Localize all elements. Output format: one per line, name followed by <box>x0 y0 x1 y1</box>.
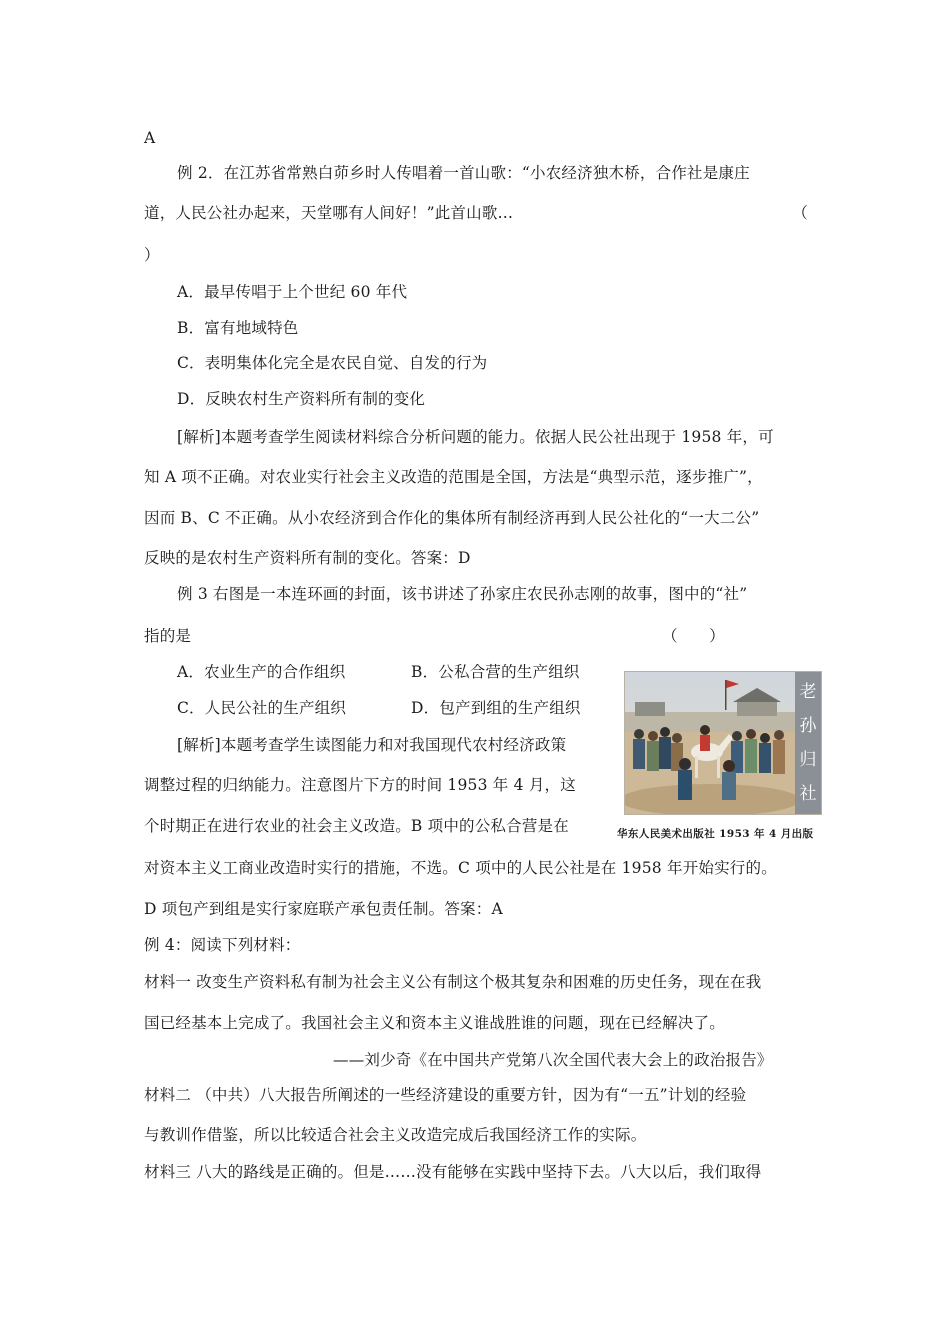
ex2-option-d: D．反映农村生产资料所有制的变化 <box>177 390 426 408</box>
ex3-analysis-line-3: 个时期正在进行农业的社会主义改造。B 项中的公私合营是在 <box>144 817 569 835</box>
ex3-analysis-line-1: [解析]本题考查学生读图能力和对我国现代农村经济政策 <box>177 736 567 754</box>
previous-answer: A <box>144 129 156 147</box>
ex2-analysis-line-2: 知 A 项不正确。对农业实行社会主义改造的范围是全国，方法是“典型示范，逐步推广”， <box>144 468 763 486</box>
ex3-analysis-line-5: D 项包产到组是实行家庭联产承包责任制。答案：A <box>144 900 503 918</box>
ex2-analysis-line-3: 因而 B、C 不正确。从小农经济到合作化的集体所有制经济再到人民公社化的“一大二公” <box>144 509 760 527</box>
ex2-option-c: C．表明集体化完全是农民自觉、自发的行为 <box>177 354 488 372</box>
ex2-analysis-line-1: [解析]本题考查学生阅读材料综合分析问题的能力。依据人民公社出现于 1958 年，可 <box>177 428 774 446</box>
ex4-material-2-line-2: 与教训作借鉴，所以比较适合社会主义改造完成后我国经济工作的实际。 <box>144 1126 647 1144</box>
ex2-option-a: A．最早传唱于上个世纪 60 年代 <box>177 283 408 301</box>
comic-title-char-4: 社 <box>799 784 817 804</box>
ex4-material-1-source: ——刘少奇《在中国共产党第八次全国代表大会上的政治报告》 <box>333 1051 773 1069</box>
ex2-paren-open: （ <box>792 204 808 222</box>
ex3-option-b: B．公私合营的生产组织 <box>411 663 580 681</box>
ex3-option-a: A．农业生产的合作组织 <box>177 663 346 681</box>
comic-title-char-1: 老 <box>799 682 817 702</box>
comic-cover-illustration <box>625 672 821 814</box>
ex4-material-2-line-1: 材料二 （中共）八大报告所阐述的一些经济建设的重要方针，因为有“一五”计划的经验 <box>144 1086 747 1104</box>
ex4-material-3-line-1: 材料三 八大的路线是正确的。但是……没有能够在实践中坚持下去。八大以后，我们取得 <box>144 1163 762 1181</box>
ex3-analysis-line-4: 对资本主义工商业改造时实行的措施，不选。C 项中的人民公社是在 1958 年开始实行的。 <box>144 859 777 877</box>
ex2-stem-line-2 <box>144 203 808 223</box>
ex3-option-c: C．人民公社的生产组织 <box>177 699 347 717</box>
ex4-heading: 例 4：阅读下列材料： <box>144 936 301 954</box>
ex3-stem-line-2: 指的是 <box>144 627 192 645</box>
ex4-material-1-line-1: 材料一 改变生产资料私有制为社会主义公有制这个极其复杂和困难的历史任务，现在在我 <box>144 973 762 991</box>
comic-title-vertical <box>795 672 821 814</box>
comic-image-caption: 华东人民美术出版社 1953 年 4 月出版 <box>617 828 814 840</box>
ex2-option-b: B．富有地域特色 <box>177 319 299 337</box>
ex2-paren-close: ） <box>144 246 160 264</box>
ex3-paren: （ ） <box>662 627 725 645</box>
ex2-stem-text: 道，人民公社办起来，天堂哪有人间好！”此首山歌… <box>144 204 514 222</box>
ex2-analysis-line-4: 反映的是农村生产资料所有制的变化。答案：D <box>144 549 471 567</box>
comic-title-char-2: 孙 <box>799 716 817 736</box>
comic-cover-image <box>624 671 822 815</box>
ex2-stem-line-1: 例 2．在江苏省常熟白茆乡时人传唱着一首山歌：“小农经济独木桥，合作社是康庄 <box>177 164 750 182</box>
comic-title-char-3: 归 <box>799 750 817 770</box>
ex4-material-1-line-2: 国已经基本上完成了。我国社会主义和资本主义谁战胜谁的问题，现在已经解决了。 <box>144 1014 725 1032</box>
ex3-analysis-line-2: 调整过程的归纳能力。注意图片下方的时间 1953 年 4 月，这 <box>144 776 576 794</box>
ex3-option-d: D．包产到组的生产组织 <box>411 699 581 717</box>
ex3-stem-line-1: 例 3 右图是一本连环画的封面，该书讲述了孙家庄农民孙志刚的故事，图中的“社” <box>177 585 748 603</box>
